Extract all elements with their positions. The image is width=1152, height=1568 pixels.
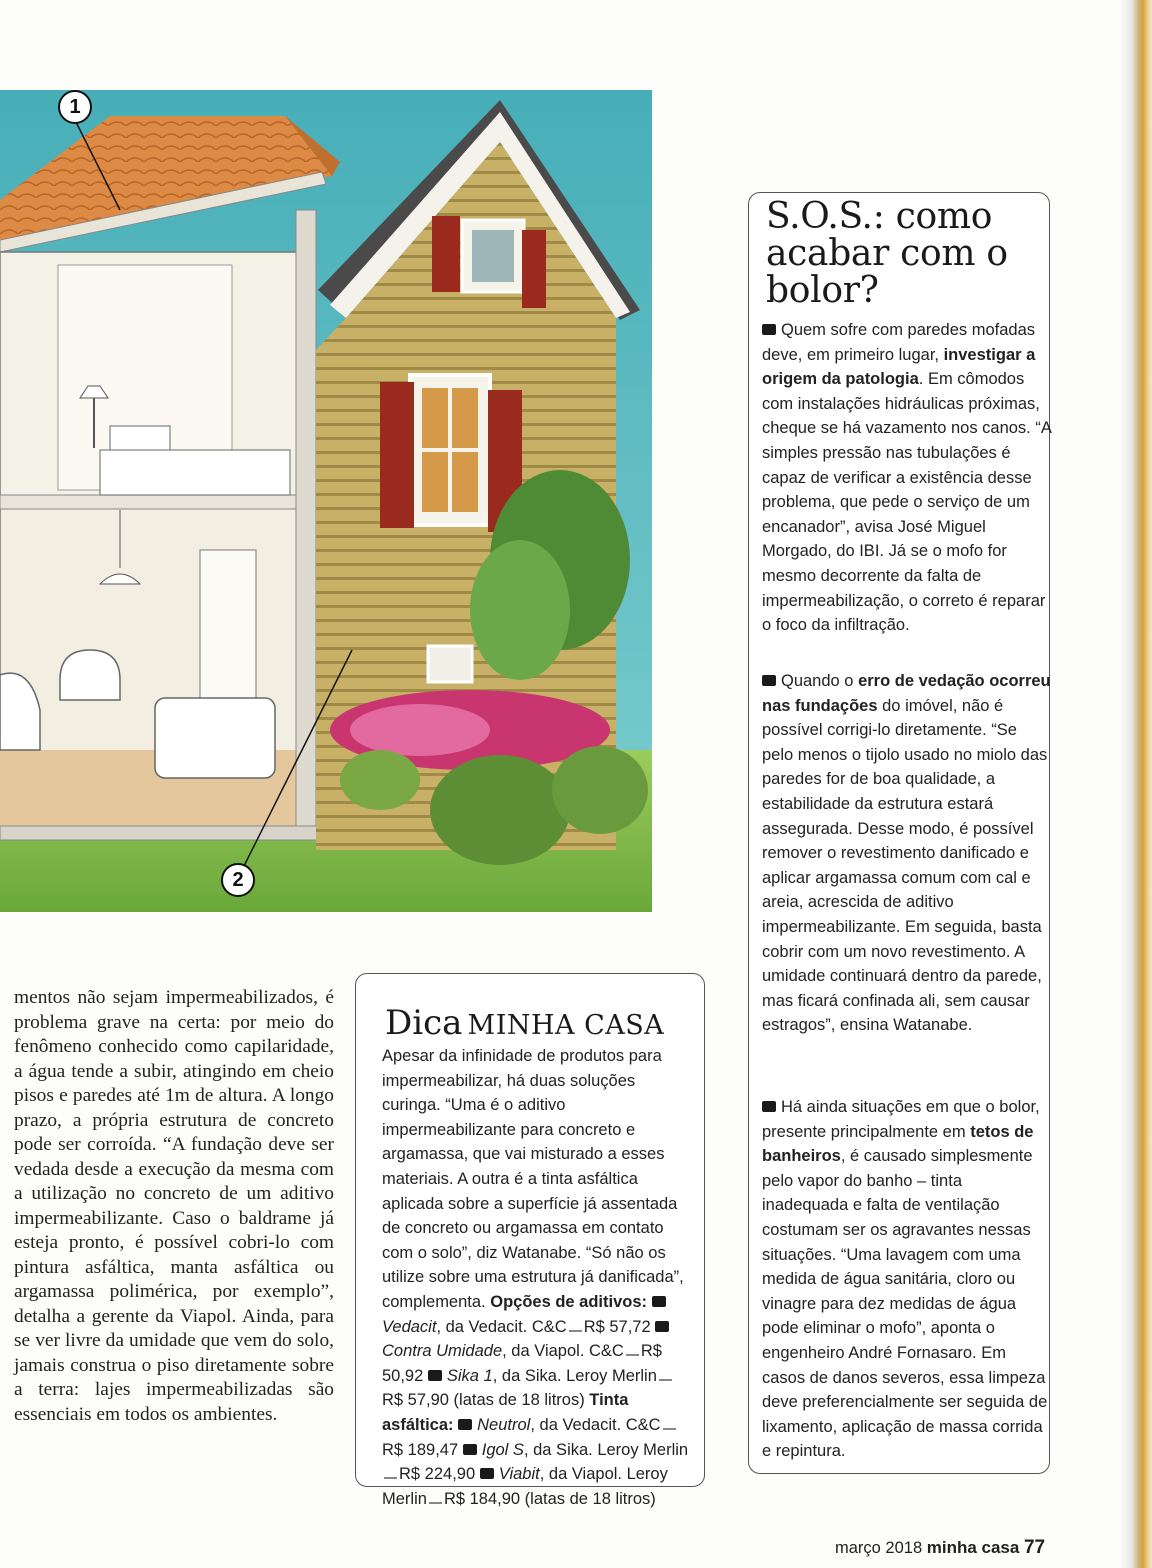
sofa [155, 698, 275, 778]
bed [100, 450, 290, 495]
bullet-square-icon [458, 1419, 472, 1430]
cart-icon [569, 1320, 582, 1332]
page-footer [835, 1537, 1045, 1559]
floor-slab [0, 495, 300, 509]
bullet-square-icon [463, 1444, 477, 1455]
tip-intro: Apesar da infinidade de produtos para impermeabilizar, há duas soluções curinga. “Uma é o aditivo impermeabilizante para concreto e argamassa, que vai misturado a esses materiais. A outra é a tinta asfáltica aplicada sobre a superfície já assentada de concreto ou argamassa em contato com o solo”, diz Watanabe. “Só não os utilize sobre uma estrutura já danificada”, complementa. [382, 1047, 684, 1311]
bullet-square-icon [762, 675, 776, 686]
page-number: 77 [1023, 1537, 1046, 1558]
bullet-square-icon [428, 1370, 442, 1381]
house-cutaway-illustration [0, 90, 652, 912]
tip-title: Dica MINHA CASA [385, 1003, 665, 1043]
cart-icon [659, 1369, 672, 1381]
house-illustration-svg [0, 90, 652, 912]
tinta-label: Tinta asfáltica: [382, 1391, 629, 1434]
main-shutter-left [380, 382, 414, 528]
magazine-name: minha casa [926, 1538, 1020, 1557]
vent-window [428, 646, 472, 682]
article-body-column [14, 986, 334, 1427]
bullet-square-icon [762, 324, 776, 335]
sos-paragraph-2: Quando o erro de vedação ocorreu nas fundações do imóvel, não é possível corrigi-lo diretamente. “Se pelo menos o tijolo usado no miolo das paredes for de boa qualidade, a estabilidade da estrutura estará assegurada. Desse modo, é possível remover o revestimento danificado e aplicar argamassa comum com cal e areia, acrescida de aditivo impermeabilizante. Em seguida, basta cobrir com um novo revestimento. A umidade continuará dentro da parede, mas ficará confinada ali, sem causar estragos”, ensina Watanabe. [762, 672, 1051, 1035]
sos-paragraph-1: Quem sofre com paredes mofadas deve, em primeiro lugar, investigar a origem da patologia. Em cômodos com instalações hidráulicas próximas, cheque se há vazamento nos canos. “A simples pressão nas tubulações é capaz de verificar a existência desse problema, que pede o serviço de um encanador”, avisa José Miguel Morgado, do IBI. Já se o mofo for mesmo decorrente da falta de impermeabilização, o correto é reparar o foco da infiltração. [762, 321, 1051, 635]
issue-date: março 2018 [835, 1539, 923, 1557]
bullet-square-icon [655, 1321, 669, 1332]
upper-shutter-left [432, 216, 460, 292]
cart-icon [626, 1344, 639, 1356]
bullet-square-icon [762, 1101, 776, 1112]
bullet-square-icon [480, 1468, 494, 1479]
callout-1: 1 [58, 90, 92, 124]
sos-paragraph-3: Há ainda situações em que o bolor, presente principalmente em tetos de banheiros, é causado simplesmente pelo vapor do banho – tinta inadequada e falta de ventilação costumam ser os agravantes nessas situações. “Uma lavagem com uma medida de água sanitária, cloro ou vinagre para dez medidas de água pode eliminar o mofo”, aponta o engenheiro André Fornasaro. Em casos de danos severos, essa limpeza deve preferencialmente ser seguida de lixamento, aplicação de massa corrida e repintura. [762, 1098, 1048, 1461]
cart-icon [384, 1467, 397, 1479]
cart-icon [429, 1492, 442, 1504]
upper-shutter-right [522, 230, 546, 308]
callout-2: 2 [221, 863, 255, 897]
cart-icon [663, 1418, 676, 1430]
armchair [60, 650, 120, 700]
shrub [430, 755, 570, 865]
tip-text: Apesar da infinidade de produtos para impermeabilizar, há duas soluções curinga. “Uma é o aditivo impermeabilizante para concreto e argamassa, que vai misturado a esses materiais. A outra é a tinta asfáltica aplicada sobre a superfície já assentada de concreto ou argamassa em contato com o solo”, diz Watanabe. “Só não os utilize sobre uma estrutura já danificada”, complementa. Opções de aditivos: Vedacit, da Vedacit. C&C R$ 57,72 Contra Umidade, da Viapol. C&C R$ 50,92 Sika 1, da Sika. Leroy MerlinR$ 57,90 (latas de 18 litros) Tinta asfáltica: Neutrol, da Vedacit. C&CR$ 189,47 Igol S, da Sika. Leroy MerlinR$ 224,90 Viabit, da Viapol. Leroy Merlin R$ 184,90 (latas de 18 litros) [382, 1047, 689, 1508]
cut-wall-right [296, 210, 316, 830]
sos-title: S.O.S.: como acabar com o bolor? [766, 196, 1008, 311]
article-body-text: mentos não sejam impermeabilizados, é problema grave na certa: por meio do fenômeno conhecido como capilaridade, a água tende a subir, atingindo em cheio pisos e paredes até 1m de altura. A longo prazo, a própria estrutura de concreto pode ser corroída. “A fundação deve ser vedada desde a execução da mesma com a utilização no concreto de um aditivo impermeabilizante. Caso o baldrame já esteja pronto, é possível cobri-lo com pintura asfáltica, manta asfáltica ou argamassa polimérica, por exemplo”, detalha a gerente da Viapol. Ainda, para se ver livre da umidade que vem do solo, jamais construa o piso diretamente sobre a terra: lajes impermeabilizadas são essenciais em todos os ambientes. [14, 987, 334, 1425]
foundation-slab [0, 826, 320, 840]
page-edge [1132, 0, 1152, 1568]
bullet-square-icon [652, 1296, 666, 1307]
aditivos-label: Opções de aditivos: [490, 1292, 648, 1311]
